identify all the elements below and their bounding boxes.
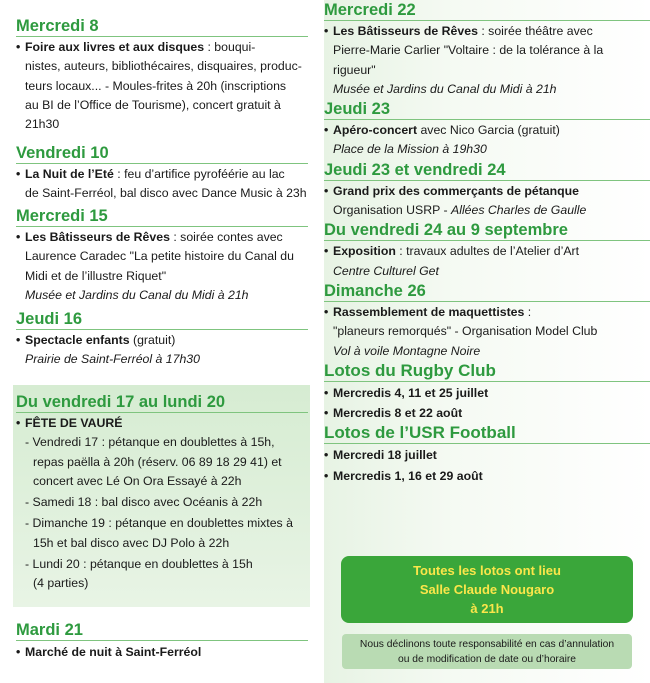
event-name: Marché de nuit à Saint-Ferréol [25,645,202,659]
event-name: Spectacle enfants [25,333,130,347]
section-lotos-rugby [324,361,650,424]
list-item: • Mercredis 1, 16 et 29 août [324,468,483,483]
section-title: Du vendredi 17 au lundi 20 [16,392,308,413]
section-mardi-21 [16,620,308,662]
section-lotos-usr [324,423,650,486]
section-title: Mercredi 8 [16,16,308,37]
section-title: Du vendredi 24 au 9 septembre [324,220,650,241]
event-name: Foire aux livres et aux disques [25,40,205,54]
section-vendredi-24: Du vendredi 24 au 9 septembre • Exposition : travaux adultes de l’Atelier d’Art Centre Culturel Get [324,220,650,281]
event-item: • Apéro-concert avec Nico Garcia (gratuit) [324,123,560,138]
section-title: Mercredi 15 [16,206,308,227]
section-mercredi-22: Mercredi 22 • Les Bâtisseurs de Rêves : soirée théâtre avec Pierre-Marie Carlier "Voltaire : de la tolérance à la rigueur" Musée et Jardins du Canal du Midi à 21h [324,0,650,99]
section-title: Mardi 21 [16,620,308,641]
list-item: • Mercredi 18 juillet [324,448,437,463]
section-dimanche-26: Dimanche 26 • Rassemblement de maquettistes : "planeurs remorqués" - Organisation Model Club Vol à voile Montagne Noire [324,281,650,361]
event-name: Les Bâtisseurs de Rêves [25,230,170,244]
list-item: • Mercredis 4, 11 et 25 juillet [324,385,489,400]
left-column [0,0,324,683]
event-name: FÊTE DE VAURÉ [25,416,123,430]
section-title: Dimanche 26 [324,281,650,302]
section-title: Lotos du Rugby Club [324,361,650,382]
event-item: • Rassemblement de maquettistes : [324,304,532,319]
section-title: Lotos de l’USR Football [324,423,650,444]
section-title: Jeudi 16 [16,309,308,330]
section-vaure: Du vendredi 17 au lundi 20 • FÊTE DE VAURÉ - Vendredi 17 : pétanque en doublettes à 15h, repas paëlla à 20h (réserv. 06 89 18 29 41) et concert avec Lé On Ora Essayé à 22h - Samedi 18 : bal disco avec Océanis à 22h - Dimanche 19 : pétanque en doublettes mixtes à 15h et bal disco avec DJ Polo à 22h - Lundi 20 : pétanque en doublettes à 15h (4 parties) [16,392,308,594]
section-title: Jeudi 23 [324,99,650,120]
event-item: • Spectacle enfants (gratuit) [16,333,176,347]
event-name: Exposition [333,244,396,259]
event-item: • Exposition : travaux adultes de l’Atelier d’Art [324,244,580,259]
event-name: Les Bâtisseurs de Rêves [333,24,478,38]
event-item: • Marché de nuit à Saint-Ferréol [16,645,202,659]
section-jeudi-23: Jeudi 23 • Apéro-concert avec Nico Garcia (gratuit) Place de la Mission à 19h30 [324,99,650,160]
event-name: Rassemblement de maquettistes [333,304,525,319]
lotos-info-box: Toutes les lotos ont lieu Salle Claude Nougaro à 21h [341,556,633,623]
section-mercredi-8: Mercredi 8 • Foire aux livres et aux disques : bouqui- nistes, auteurs, bibliothécaires, disquaires, produc- teurs locaux... - Moules-frites à 20h (inscriptions au BI de l’Office de Tourisme), concert gratuit à 21h30 [16,16,308,134]
section-title: Jeudi 23 et vendredi 24 [324,160,650,181]
event-item: • Foire aux livres et aux disques : bouqui- [16,38,308,57]
event-item: • La Nuit de l’Eté : feu d’artifice pyroféérie au lac [16,167,285,181]
section-vendredi-10: Vendredi 10 • La Nuit de l’Eté : feu d’artifice pyroféérie au lac de Saint-Ferréol, bal disco avec Dance Music à 23h [16,144,307,201]
section-mercredi-15: Mercredi 15 • Les Bâtisseurs de Rêves : soirée contes avec Laurence Caradec "La petite histoire du Canal du Midi et de l’illustre Riquet" Musée et Jardins du Canal du Midi à 21h [16,206,308,305]
disclaimer-box: Nous déclinons toute responsabilité en cas d’annulation ou de modification de date ou d’horaire [342,634,632,669]
section-title: Mercredi 22 [324,0,650,21]
section-jeudi-vendredi: Jeudi 23 et vendredi 24 • Grand prix des commerçants de pétanque Organisation USRP - Allées Charles de Gaulle [324,160,650,221]
event-item: • Grand prix des commerçants de pétanque [324,183,580,198]
event-name: Apéro-concert [333,123,418,138]
section-title: Vendredi 10 [16,143,308,164]
section-jeudi-16: Jeudi 16 • Spectacle enfants (gratuit) Prairie de Saint-Ferréol à 17h30 [16,309,308,370]
event-item: • Les Bâtisseurs de Rêves : soirée contes avec [16,230,283,244]
event-item: • FÊTE DE VAURÉ [16,416,123,430]
bullet: • [16,40,21,54]
list-item: • Mercredis 8 et 22 août [324,406,463,421]
event-name: La Nuit de l’Eté [25,167,114,181]
event-item: • Les Bâtisseurs de Rêves : soirée théâtre avec [324,24,593,38]
event-name: Grand prix des commerçants de pétanque [333,183,580,198]
